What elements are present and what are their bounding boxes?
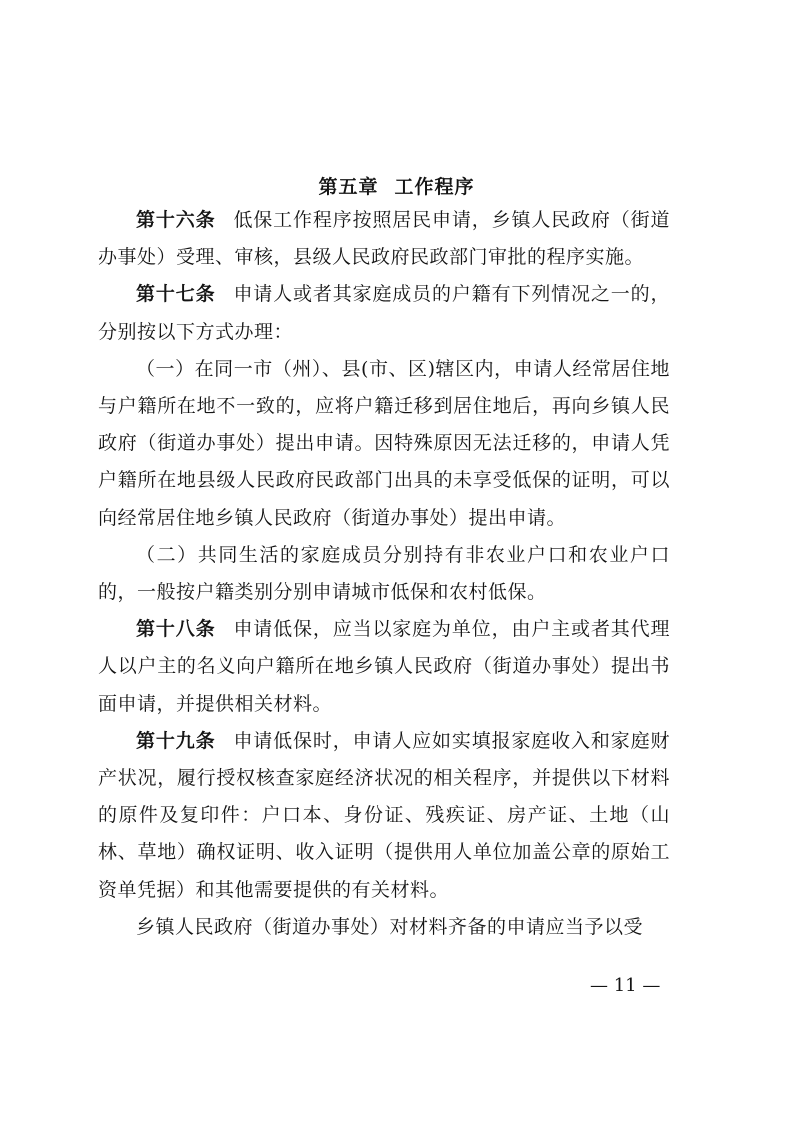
document-body: [98, 202, 670, 946]
page-number: — 11 —: [590, 975, 661, 996]
paragraph-item-1: [98, 351, 670, 537]
paragraph-text: 申请低保时，申请人应如实填报家庭收入和家庭财产状况，履行授权核查家庭经济状况的相关程序，并提供以下材料的原件及复印件：户口本、身份证、残疾证、房产证、土地（山林、草地）确权证明、收入证明（提供用人单位加盖公章的原始工资单凭据）和其他需要提供的有关材料。: [98, 729, 670, 901]
paragraph-text: 申请低保，应当以家庭为单位，由户主或者其代理人以户主的名义向户籍所在地乡镇人民政府（街道办事处）提出书面申请，并提供相关材料。: [98, 618, 670, 715]
article-label: 第十七条: [136, 283, 216, 306]
article-label: 第十八条: [136, 618, 216, 641]
paragraph-text: 乡镇人民政府（街道办事处）对材料齐备的申请应当予以受: [136, 915, 644, 938]
paragraph-text: 低保工作程序按照居民申请，乡镇人民政府（街道办事处）受理、审核，县级人民政府民政部门审批的程序实施。: [98, 209, 670, 269]
chapter-title: 工作程序: [394, 176, 475, 198]
paragraph-text: 申请人或者其家庭成员的户籍有下列情况之一的，分别按以下方式办理：: [98, 283, 670, 343]
paragraph-article-18: [98, 611, 670, 723]
paragraph-article-17: [98, 276, 670, 350]
paragraph-article-19: [98, 723, 670, 909]
paragraph-text: （一）在同一市（州）、县(市、区)辖区内，申请人经常居住地与户籍所在地不一致的，应将户籍迁移到居住地后，再向乡镇人民政府（街道办事处）提出申请。因特殊原因无法迁移的，申请人凭户籍所在地县级人民政府民政部门出具的未享受低保的证明，可以向经常居住地乡镇人民政府（街道办事处）提出申请。: [98, 357, 670, 529]
article-label: 第十九条: [136, 729, 216, 752]
paragraph-continuation: [98, 909, 670, 946]
chapter-number: 第五章: [318, 176, 379, 198]
article-label: 第十六条: [136, 209, 216, 231]
paragraph-item-2: [98, 537, 670, 611]
chapter-heading: [0, 172, 793, 199]
paragraph-article-16: [98, 202, 670, 276]
paragraph-text: （二）共同生活的家庭成员分别持有非农业户口和农业户口的，一般按户籍类别分别申请城市低保和农村低保。: [98, 543, 670, 604]
